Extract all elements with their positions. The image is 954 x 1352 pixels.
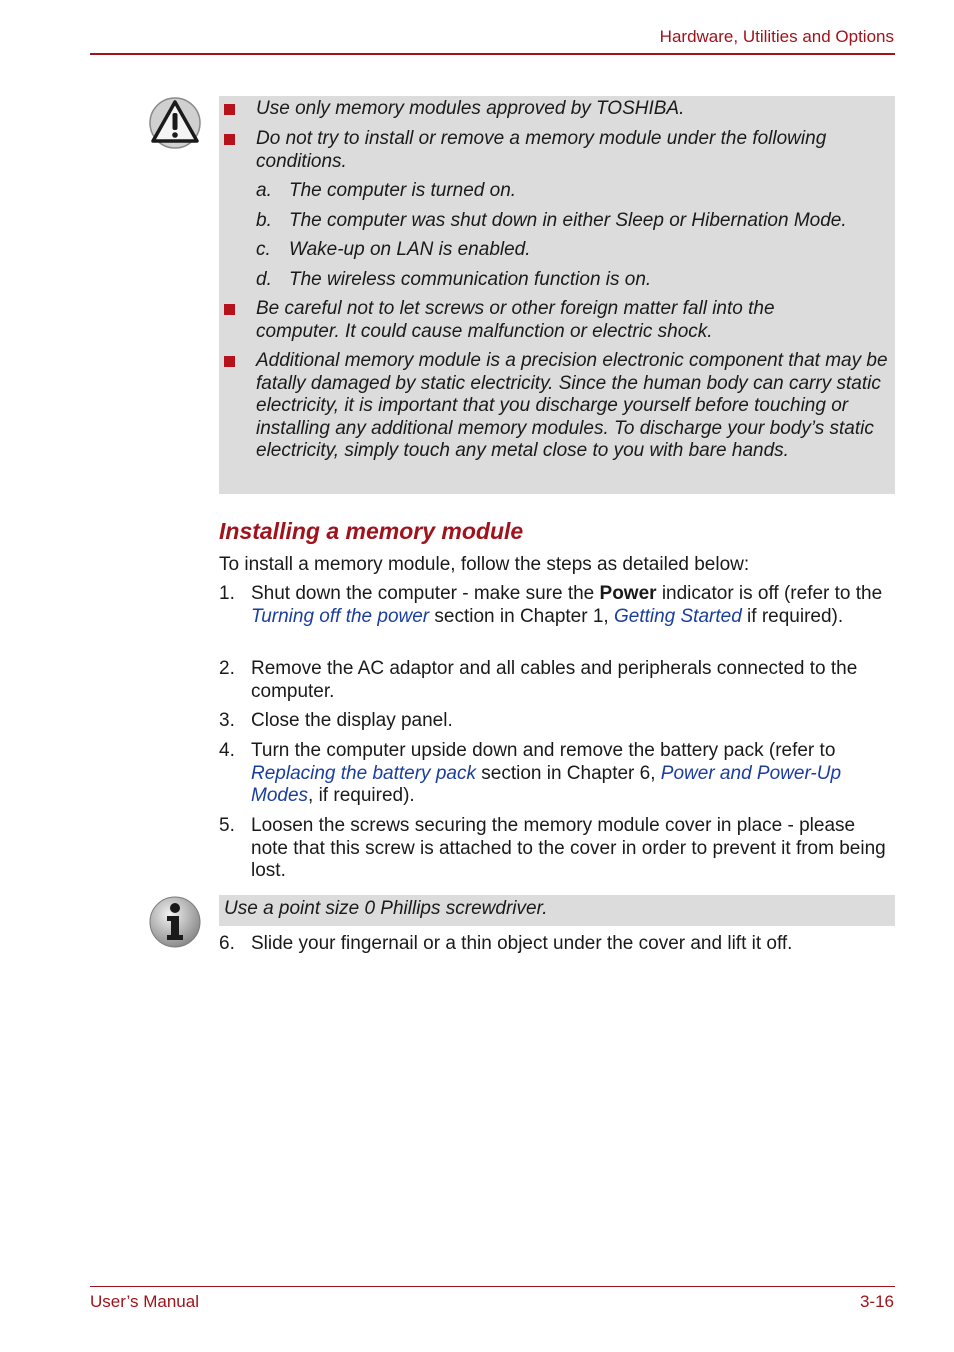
footer-manual-title: User’s Manual xyxy=(90,1292,199,1311)
condition-letter: b. xyxy=(256,210,272,231)
footer-rule xyxy=(90,1286,895,1287)
warning-bullet: Additional memory module is a precision electronic component that may be fatally damaged by static electricity. Since the human body can carry static electricity, it is important that you discharge yourself before touching or installing any additional memory modules. To discharge your body’s static electricity, simply touch any metal close to you with bare hands. xyxy=(256,350,888,461)
warning-bullet: Do not try to install or remove a memory module under the following conditions. xyxy=(256,128,827,172)
step-item xyxy=(219,740,895,808)
step-item xyxy=(219,583,895,628)
step-number: 5. xyxy=(219,815,235,836)
condition-text: The wireless communication function is on. xyxy=(289,269,652,290)
bullet-marker xyxy=(224,356,235,367)
header-title: Hardware, Utilities and Options xyxy=(659,27,894,46)
condition-letter: a. xyxy=(256,180,272,201)
bullet-marker xyxy=(224,104,235,115)
power-label: Power xyxy=(599,583,657,604)
info-icon xyxy=(148,895,202,949)
step-text: Remove the AC adaptor and all cables and peripherals connected to the computer. xyxy=(251,658,858,702)
condition-item xyxy=(256,180,516,203)
power-modes-link[interactable]: Power and Power-Up Modes xyxy=(251,762,842,806)
step-text: Close the display panel. xyxy=(251,710,453,731)
condition-item xyxy=(256,239,531,262)
condition-item xyxy=(256,210,847,233)
step-number: 1. xyxy=(219,583,235,604)
condition-text: The computer was shut down in either Sleep or Hibernation Mode. xyxy=(289,210,847,231)
bullet-marker xyxy=(224,304,235,315)
step-number: 2. xyxy=(219,658,235,679)
step-item xyxy=(219,815,895,883)
warning-bullet: Use only memory modules approved by TOSHIBA. xyxy=(256,98,685,119)
note-text: Use a point size 0 Phillips screwdriver. xyxy=(224,898,548,919)
condition-text: The computer is turned on. xyxy=(289,180,517,201)
step-item xyxy=(219,710,895,733)
condition-letter: c. xyxy=(256,239,271,260)
step-number: 4. xyxy=(219,740,235,761)
step-text: Loosen the screws securing the memory module cover in place - please note that this screw is attached to the cover in order to prevent it from being lost. xyxy=(251,815,886,881)
step-number: 3. xyxy=(219,710,235,731)
header-rule xyxy=(90,53,895,55)
getting-started-link[interactable]: Getting Started xyxy=(613,605,742,627)
step-number: 6. xyxy=(219,933,235,954)
step-item xyxy=(219,658,895,703)
bullet-marker xyxy=(224,134,235,145)
condition-letter: d. xyxy=(256,269,272,290)
warning-triangle-icon xyxy=(148,96,202,150)
replacing-battery-link[interactable]: Replacing the battery pack xyxy=(251,762,476,784)
section-intro: To install a memory module, follow the steps as detailed below: xyxy=(219,554,750,575)
step-text: Turn the computer upside down and remove the battery pack (refer to Replacing the battery pack section in Chapter 6, Power and Power-Up Modes, if required). xyxy=(251,740,842,806)
section-heading: Installing a memory module xyxy=(219,518,524,544)
step-item xyxy=(219,933,895,956)
condition-item xyxy=(256,269,651,292)
warning-bullet: Be careful not to let screws or other foreign matter fall into the computer. It could cause malfunction or electric shock. xyxy=(256,298,775,342)
condition-text: Wake-up on LAN is enabled. xyxy=(289,239,531,260)
turning-off-power-link[interactable]: Turning off the power xyxy=(251,605,430,627)
step-text: Shut down the computer - make sure the Power indicator is off (refer to the Turning off the power section in Chapter 1, Getting Started if required). xyxy=(251,583,883,627)
page-number: 3-16 xyxy=(859,1292,894,1311)
step-text: Slide your fingernail or a thin object under the cover and lift it off. xyxy=(251,933,793,954)
